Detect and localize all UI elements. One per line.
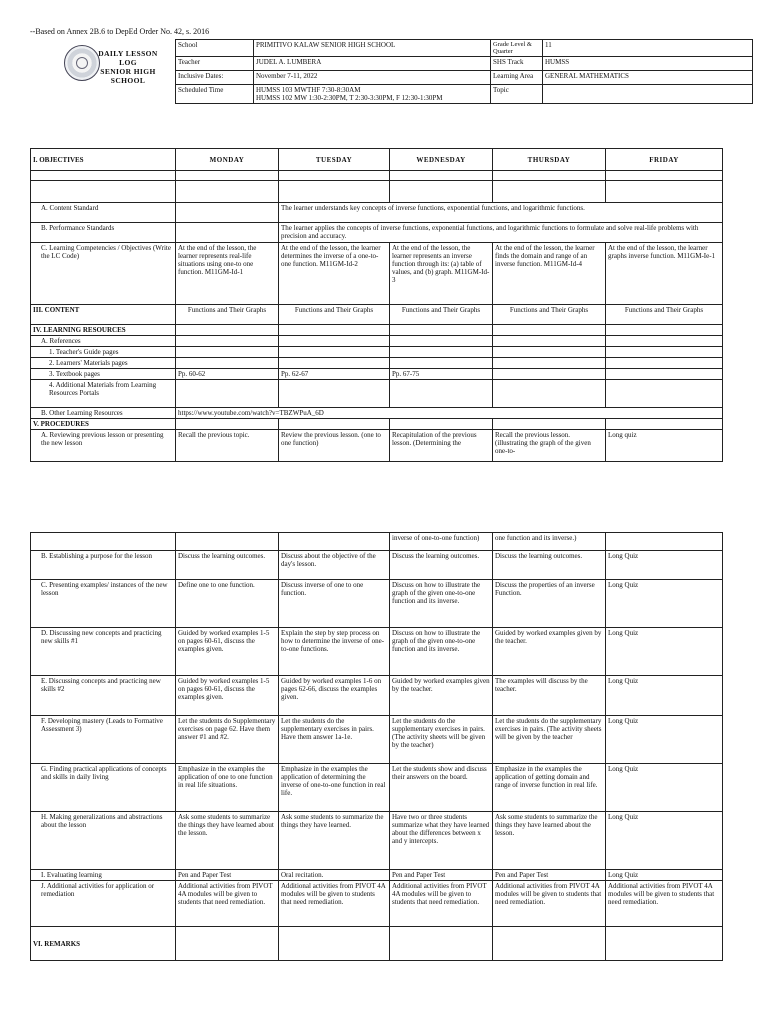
proc-d-monday: Guided by worked examples 1-5 on pages 60-61, discuss the examples given. [176,628,279,676]
textbook-wednesday: Pp. 67-75 [390,369,493,380]
dll-title-line: DAILY LESSON [98,49,158,58]
proc-g-tuesday: Emphasize in the examples the application of determining the inverse of one-to-one function in real life. [279,764,390,812]
proc-h-label: H. Making generalizations and abstractions about the lesson [31,812,176,870]
proc-i-monday: Pen and Paper Test [176,870,279,881]
proc-b-friday: Long Quiz [606,551,723,580]
proc-f-friday: Long Quiz [606,716,723,764]
proc-h-tuesday: Ask some students to summarize the things they have learned. [279,812,390,870]
school-value: PRIMITIVO KALAW SENIOR HIGH SCHOOL [254,40,491,57]
proc-h-wednesday: Have two or three students summarize what they have learned about the differences between x and y intercepts. [390,812,493,870]
learners-materials-label: 2. Learners' Materials pages [31,358,176,369]
content-heading: III. CONTENT [31,305,176,325]
procedures-heading: V. PROCEDURES [31,419,176,430]
remarks-heading: VI. REMARKS [31,927,176,961]
proc-f-wednesday: Let the students do the supplementary exercises in pairs. (The activity sheets will be given by the teacher) [390,716,493,764]
proc-d-thursday: Guided by worked examples given by the teacher. [493,628,606,676]
objectives-heading: I. OBJECTIVES [31,149,176,171]
area-label: Learning Area [491,71,543,85]
school-label: School [176,40,254,57]
grade-value: 11 [543,40,753,57]
resources-heading: IV. LEARNING RESOURCES [31,325,176,336]
competency-wednesday: At the end of the lesson, the learner represents an inverse function through its: (a) table of values, and (b) graph. M11GM-Id-3 [390,243,493,305]
proc-f-monday: Let the students do Supplementary exercises on page 62. Have them answer #1 and #2. [176,716,279,764]
competency-thursday: At the end of the lesson, the learner finds the domain and range of an inverse function. M11GM-Id-4 [493,243,606,305]
proc-i-wednesday: Pen and Paper Test [390,870,493,881]
day-tuesday: TUESDAY [279,149,390,171]
teachers-guide-label: 1. Teacher's Guide pages [31,347,176,358]
proc-c-wednesday: Discuss on how to illustrate the graph of the given one-to-one function and its inverse. [390,580,493,628]
proc-j-monday: Additional activities from PIVOT 4A modules will be given to students that need remediation. [176,881,279,927]
proc-c-friday: Long Quiz [606,580,723,628]
proc-a-wednesday: Recapitulation of the previous lesson. (Determining the [390,430,493,462]
proc-j-friday: Additional activities from PIVOT 4A modules will be given to students that need remediation. [606,881,723,927]
dll-table-page1 [30,148,723,462]
proc-h-friday: Long Quiz [606,812,723,870]
proc-a-monday: Recall the previous topic. [176,430,279,462]
annex-note: --Based on Annex 2B.6 to DepEd Order No. 42, s. 2016 [30,27,210,36]
textbook-tuesday: Pp. 62-67 [279,369,390,380]
proc-b-thursday: Discuss the learning outcomes. [493,551,606,580]
day-wednesday: WEDNESDAY [390,149,493,171]
proc-j-tuesday: Additional activities from PIVOT 4A modules will be given to students that need remediation. [279,881,390,927]
dates-value: November 7-11, 2022 [254,71,491,85]
proc-a-thursday: Recall the previous lesson. (illustrating the graph of the given one-to- [493,430,606,462]
proc-g-wednesday: Let the students show and discuss their answers on the board. [390,764,493,812]
topic-value [543,85,753,104]
proc-a-tuesday: Review the previous lesson. (one to one function) [279,430,390,462]
proc-g-thursday: Emphasize in the examples the application of getting domain and range of inverse function in real life. [493,764,606,812]
grade-label: Grade Level & Quarter [491,40,543,57]
proc-f-label: F. Developing mastery (Leads to Formative Assessment 3) [31,716,176,764]
proc-g-friday: Long Quiz [606,764,723,812]
proc-j-wednesday: Additional activities from PIVOT 4A modules will be given to students that need remediation. [390,881,493,927]
day-thursday: THURSDAY [493,149,606,171]
proc-a-cont-tuesday [279,533,390,551]
proc-j-thursday: Additional activities from PIVOT 4A modules will be given to students that need remediation. [493,881,606,927]
track-value: HUMSS [543,57,753,71]
proc-c-tuesday: Discuss inverse of one to one function. [279,580,390,628]
content-thursday: Functions and Their Graphs [493,305,606,325]
day-monday: MONDAY [176,149,279,171]
proc-e-friday: Long Quiz [606,676,723,716]
performance-standards-label: B. Performance Standards [31,223,176,243]
additional-materials-label: 4. Additional Materials from Learning Resources Portals [31,380,176,408]
proc-a-cont-friday [606,533,723,551]
proc-i-tuesday: Oral recitation. [279,870,390,881]
sched-line: HUMSS 103 MWTHF 7:30-8:30AM [256,86,361,94]
proc-f-thursday: Let the students do the supplementary exercises in pairs. (The activity sheets will be given by the teacher [493,716,606,764]
textbook-monday: Pp. 60-62 [176,369,279,380]
competencies-label: C. Learning Competencies / Objectives (Write the LC Code) [31,243,176,305]
dll-table-page2 [30,532,723,961]
blank-cell [31,181,176,203]
teacher-value: JUDEL A. LUMBERA [254,57,491,71]
logo-area [30,39,175,99]
area-value: GENERAL MATHEMATICS [543,71,753,85]
header-table [175,39,753,104]
sched-value [254,85,491,104]
proc-c-monday: Define one to one function. [176,580,279,628]
teacher-label: Teacher [176,57,254,71]
dll-title-line: LOG [119,58,137,67]
content-standard-label: A. Content Standard [31,203,176,223]
proc-a-cont-thursday: one function and its inverse.) [493,533,606,551]
blank-cell [31,533,176,551]
proc-a-label: A. Reviewing previous lesson or presenting the new lesson [31,430,176,462]
proc-d-friday: Long Quiz [606,628,723,676]
proc-a-cont-wednesday: inverse of one-to-one function) [390,533,493,551]
competency-friday: At the end of the lesson, the learner graphs inverse function. M11GM-Ie-1 [606,243,723,305]
sched-line: HUMSS 102 MW 1:30-2:30PM, T 2:30-3:30PM, F 12:30-1:30PM [256,94,443,102]
other-resources-link[interactable]: https://www.youtube.com/watch?v=TBZWPuA_6D [176,408,723,419]
proc-e-tuesday: Guided by worked examples 1-6 on pages 62-66, discuss the examples given. [279,676,390,716]
day-friday: FRIDAY [606,149,723,171]
proc-c-label: C. Presenting examples/ instances of the new lesson [31,580,176,628]
proc-i-label: I. Evaluating learning [31,870,176,881]
track-label: SHS Track [491,57,543,71]
other-resources-label: B. Other Learning Resources [31,408,176,419]
topic-label: Topic [491,85,543,104]
proc-c-thursday: Discuss the properties of an inverse Function. [493,580,606,628]
textbook-pages-label: 3. Textbook pages [31,369,176,380]
proc-b-label: B. Establishing a purpose for the lesson [31,551,176,580]
proc-i-friday: Long Quiz [606,870,723,881]
proc-d-label: D. Discussing new concepts and practicing new skills #1 [31,628,176,676]
content-wednesday: Functions and Their Graphs [390,305,493,325]
proc-h-thursday: Ask some students to summarize the things they have learned about the lesson. [493,812,606,870]
proc-f-tuesday: Let the students do the supplementary exercises in pairs. Have them answer 1a-1e. [279,716,390,764]
competency-monday: At the end of the lesson, the learner represents real-life situations using one-to one function. M11GM-Id-1 [176,243,279,305]
dates-label: Inclusive Dates: [176,71,254,85]
proc-e-wednesday: Guided by worked examples given by the teacher. [390,676,493,716]
dll-title [82,43,174,85]
blank-cell [31,171,176,181]
content-tuesday: Functions and Their Graphs [279,305,390,325]
textbook-thursday [493,369,606,380]
content-standard-value: The learner understands key concepts of inverse functions, exponential functions, and logarithmic functions. [279,203,723,223]
proc-g-label: G. Finding practical applications of concepts and skills in daily living [31,764,176,812]
textbook-friday [606,369,723,380]
competency-tuesday: At the end of the lesson, the learner determines the inverse of a one-to-one function. M11GM-Id-2 [279,243,390,305]
proc-a-friday: Long quiz [606,430,723,462]
proc-j-label: J. Additional activities for application or remediation [31,881,176,927]
proc-b-wednesday: Discuss the learning outcomes. [390,551,493,580]
sched-label: Scheduled Time [176,85,254,104]
proc-h-monday: Ask some students to summarize the things they have learned about the lesson. [176,812,279,870]
proc-e-thursday: The examples will discuss by the teacher. [493,676,606,716]
dll-title-line: SENIOR HIGH SCHOOL [100,67,156,85]
content-monday: Functions and Their Graphs [176,305,279,325]
proc-a-cont-monday [176,533,279,551]
content-friday: Functions and Their Graphs [606,305,723,325]
proc-g-monday: Emphasize in the examples the application of one to one function in real life situations. [176,764,279,812]
proc-i-thursday: Pen and Paper Test [493,870,606,881]
performance-standards-value: The learner applies the concepts of inverse functions, exponential functions, and logarithmic functions to formulate and solve real-life problems with precision and accuracy. [279,223,723,243]
proc-d-tuesday: Explain the step by step process on how to determine the inverse of one-to-one functions. [279,628,390,676]
references-label: A. References [31,336,176,347]
proc-b-tuesday: Discuss about the objective of the day's lesson. [279,551,390,580]
proc-d-wednesday: Discuss on how to illustrate the graph of the given one-to-one function and its inverse. [390,628,493,676]
proc-b-monday: Discuss the learning outcomes. [176,551,279,580]
proc-e-monday: Guided by worked examples 1-5 on pages 60-61, discuss the examples given. [176,676,279,716]
proc-e-label: E. Discussing concepts and practicing new skills #2 [31,676,176,716]
